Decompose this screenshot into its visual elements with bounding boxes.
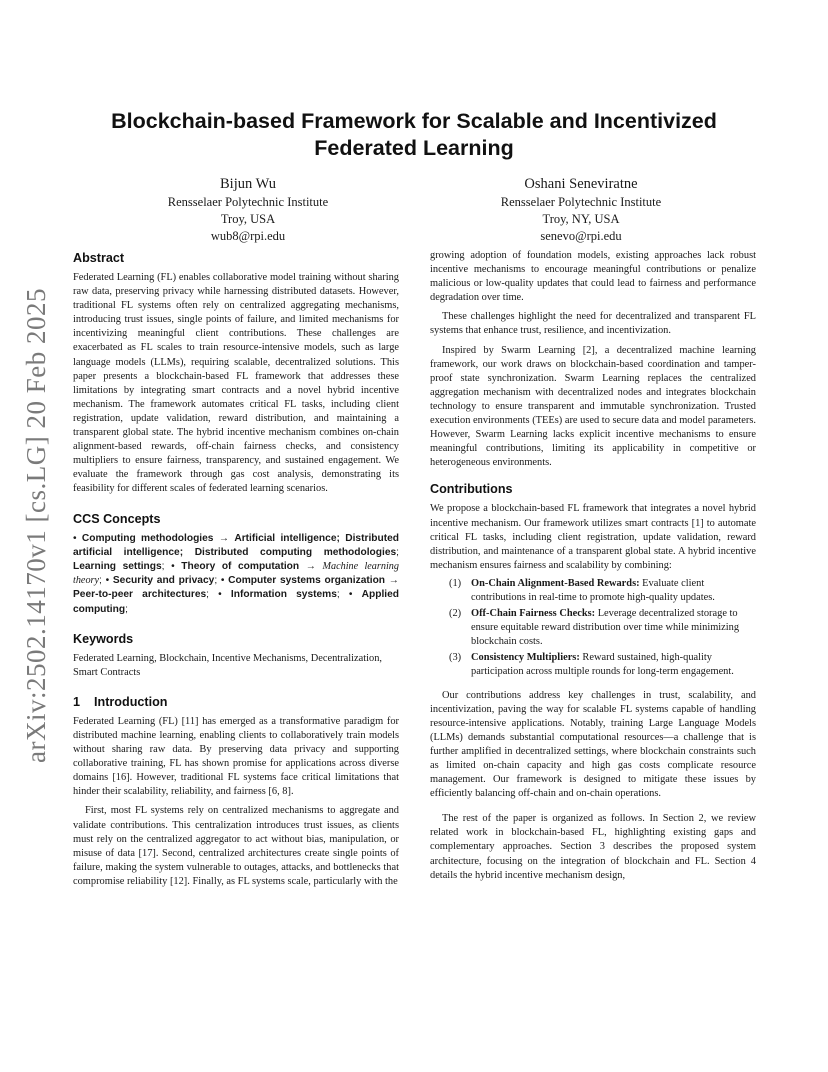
author-name: Oshani Seneviratne: [524, 176, 638, 192]
author-block-1: [98, 174, 398, 245]
left-column: [73, 250, 399, 889]
keywords-text: Federated Learning, Blockchain, Incentive Mechanisms, Decentralization, Smart Contracts: [73, 652, 382, 678]
title-line-2: Federated Learning: [314, 136, 514, 160]
author-affiliation: Rensselaer Polytechnic Institute: [167, 195, 329, 209]
author-affiliation: Rensselaer Polytechnic Institute: [500, 195, 662, 209]
keywords-heading: Keywords: [73, 631, 134, 646]
author-location: Troy, NY, USA: [542, 212, 620, 226]
contributions-list: [430, 577, 756, 680]
intro-paragraph-1: Federated Learning (FL) [11] has emerged as a transformative paradigm for distributed machine learning, enabling clients to collaboratively train models without sharing raw data. By preserving data privacy and supporting collaborative training, FL has shown promise for applications across diverse domains [16]. However, traditional FL systems face critical limitations that hinder their scalability, reliability, and fairness [6, 8].: [73, 715, 399, 798]
author-email: senevo@rpi.edu: [540, 229, 622, 243]
list-item: (1) On-Chain Alignment-Based Rewards: Evaluate client contributions in real-time to promote high-quality updates.: [449, 577, 715, 603]
ccs-concepts-list: • Computing methodologies → Artificial intelligence; Distributed artificial intelligence; Distributed computing methodologies; Learning settings; • Theory of computation → Machine learning theory; • Security and privacy; • Computer systems organization → Peer-to-peer architectures; • Information systems; • Applied computing;: [73, 532, 399, 615]
author-block-2: [431, 174, 731, 245]
author-name: Bijun Wu: [220, 176, 276, 192]
abstract-heading: Abstract: [73, 251, 125, 265]
contributions-heading: Contributions: [430, 482, 513, 497]
list-item: (3) Consistency Multipliers: Reward sustained, high-quality participation across multiple rounds for long-term engagement.: [449, 652, 734, 678]
intro-paragraph-4: These challenges highlight the need for decentralized and transparent FL systems that enhance trust, resilience, and incentivization.: [430, 311, 756, 337]
intro-paragraph-5: Inspired by Swarm Learning [2], a decentralized machine learning framework, our work draws on blockchain-based coordination and tamper-proof state synchronization. Swarm Learning replaces the centralized aggregation mechanism with decentralized nodes and integrates blockchain technology to ensure transparent and immutable synchronization. Trusted execution environments (TEEs) are used to secure data and model parameters. However, Swarm Learning lacks explicit incentive mechanisms to ensure meaningful contributions, limiting its applicability in competitive or heterogeneous environments.: [430, 344, 756, 469]
author-email: wub8@rpi.edu: [210, 229, 286, 243]
contributions-paragraph-3: The rest of the paper is organized as follows. In Section 2, we review related work in blockchain-based FL, highlighting existing gaps and complementary approaches. Section 3 describes the proposed system architecture, focusing on the integration of blockchain and FL. Section 4 details the hybrid incentive mechanism design,: [430, 813, 756, 881]
intro-paragraph-2: First, most FL systems rely on centralized mechanisms to aggregate and validate contributions. This centralization introduces trust issues, as clients must rely on the centralized aggregator to act without bias, manipulation, or misuse of data [17]. Second, centralized architectures create single points of failure, making the system vulnerable to outages, attacks, and bottlenecks that compromise reliability [12]. Finally, as FL systems scale, particularly with the: [73, 805, 399, 887]
arxiv-stamp-text: arXiv:2502.14170v1 [cs.LG] 20 Feb 2025: [20, 287, 51, 763]
title-line-1: Blockchain-based Framework for Scalable and Incentivized: [111, 109, 717, 133]
list-item: (2) Off-Chain Fairness Checks: Leverage decentralized storage to ensure equitable reward distribution over time while minimizing blockchain costs.: [449, 608, 740, 648]
right-column: [430, 249, 756, 883]
ccs-heading: CCS Concepts: [73, 511, 161, 526]
author-location: Troy, USA: [220, 212, 276, 226]
introduction-heading: 1 Introduction: [73, 694, 168, 709]
paper-title: [80, 108, 748, 162]
intro-paragraph-3: growing adoption of foundation models, existing approaches lack robust incentive mechanisms to encourage meaningful contributions or penalize malicious or low-quality updates that could lead to fairness and performance degradation over time.: [430, 250, 756, 304]
arxiv-identifier-stamp: [18, 287, 54, 763]
contributions-paragraph-2: Our contributions address key challenges in trust, scalability, and incentivization, paving the way for scalable FL systems capable of handling resource-intensive applications. Notably, training Large Language Models (LLMs) demands substantial computational resources—a challenge that is further amplified in decentralized settings, where blockchain constraints such as limited on-chain capacity and high gas costs complicate resource management. Our framework is designed to mitigate these issues by efficiently balancing off-chain and on-chain operations.: [430, 689, 756, 800]
abstract-text: Federated Learning (FL) enables collaborative model training without sharing raw data, preserving privacy while harnessing distributed datasets. However, traditional FL systems often rely on centralized aggregating mechanisms, introducing trust issues, single points of failure, and limited mechanisms for incentivizing meaningful client contributions. These challenges are exacerbated as FL scales to train resource-intensive models, such as large language models (LLMs), requiring scalable, decentralized solutions. This paper presents a blockchain-based FL framework that addresses these limitations by integrating smart contracts and a novel hybrid incentive mechanism. The framework automates critical FL tasks, including client registration, update validation, reward distribution, and maintaining a transparent global state. The hybrid incentive mechanism combines on-chain alignment-based rewards, off-chain fairness checks, and consistency multipliers to ensure fairness, transparency, and sustained engagement. We evaluate the framework through gas cost analysis, demonstrating its feasibility for different scales of federated learning scenarios.: [73, 272, 399, 495]
contributions-intro: We propose a blockchain-based FL framework that integrates a novel hybrid incentive mechanism. Our framework utilizes smart contracts [1] to automate critical FL tasks, including client registration, update validation, reward distribution, and maintenance of a transparent global state. A hybrid incentive mechanism ensures fairness and scalability by combining:: [430, 503, 756, 571]
